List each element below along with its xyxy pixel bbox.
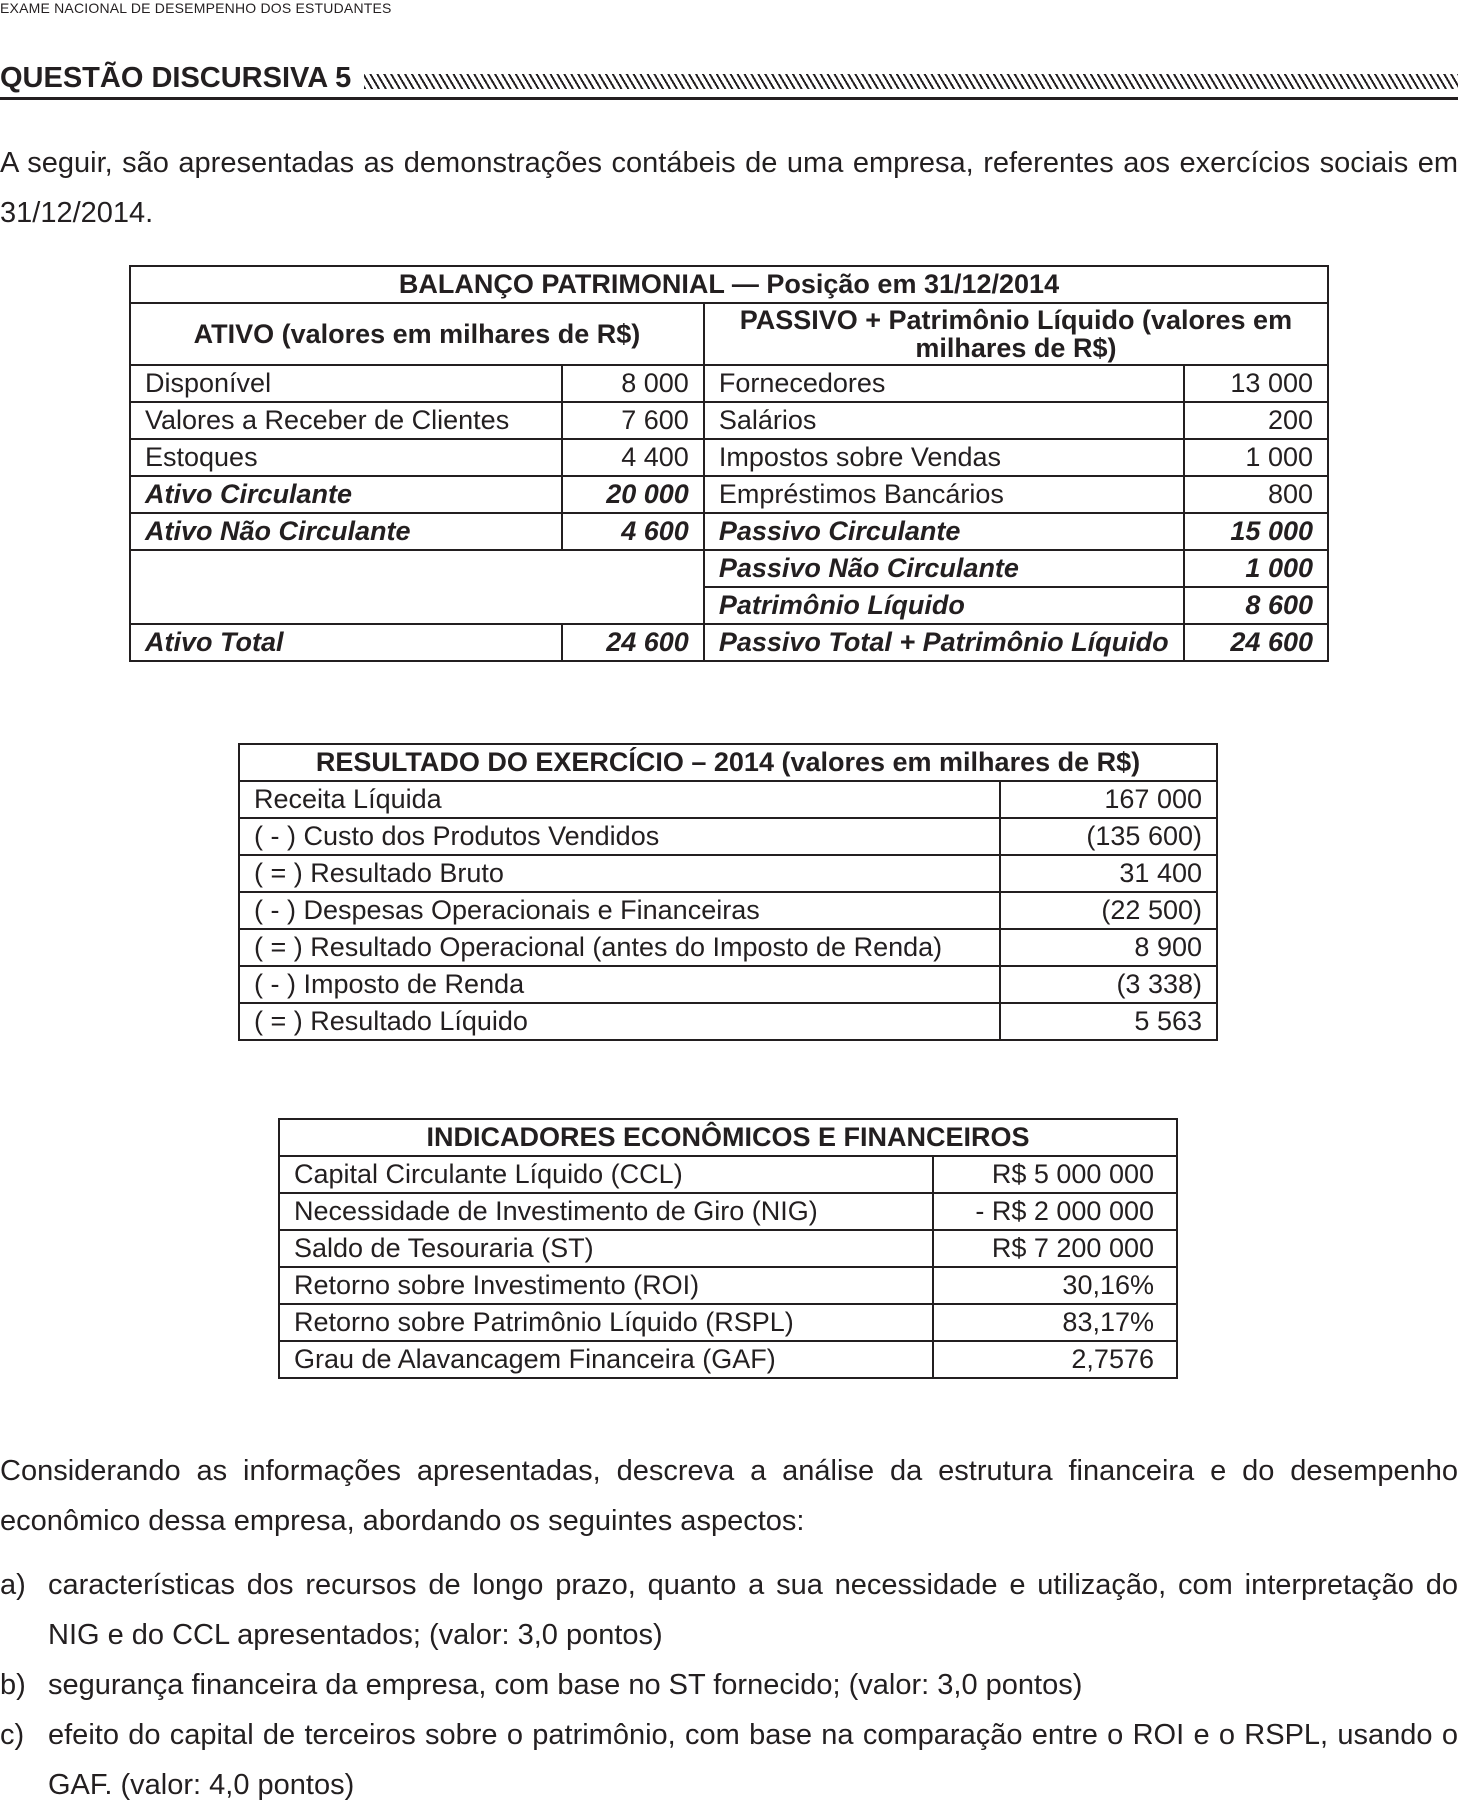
item-text: segurança financeira da empresa, com base no ST fornecido; (valor: 3,0 pontos)	[48, 1669, 1083, 1701]
list-item	[0, 1710, 1458, 1810]
passivo-label: Passivo Total + Patrimônio Líquido	[704, 624, 1184, 661]
item-text: efeito do capital de terceiros sobre o patrimônio, com base na comparação entre o ROI e o RSPL, usando o GAF. (valor: 4,0 pontos)	[48, 1719, 1458, 1801]
table-row	[130, 513, 1328, 550]
table-row	[239, 818, 1217, 855]
resultado-label: ( - ) Imposto de Renda	[239, 966, 1000, 1003]
table-row	[130, 624, 1328, 661]
ativo-label: Disponível	[130, 365, 562, 402]
table-row	[239, 929, 1217, 966]
resultado-label: ( = ) Resultado Operacional (antes do Imposto de Renda)	[239, 929, 1000, 966]
item-label: a)	[0, 1569, 26, 1601]
resultado-label: Receita Líquida	[239, 781, 1000, 818]
indicador-label: Retorno sobre Investimento (ROI)	[279, 1267, 933, 1304]
title-rule	[0, 97, 1458, 100]
question-title: QUESTÃO DISCURSIVA 5	[0, 62, 352, 94]
item-text: características dos recursos de longo prazo, quanto a sua necessidade e utilização, com interpretação do NIG e do CCL apresentados; (valor: 3,0 pontos)	[48, 1569, 1458, 1651]
ativo-header: ATIVO (valores em milhares de R$)	[130, 303, 704, 365]
indicador-label: Saldo de Tesouraria (ST)	[279, 1230, 933, 1267]
exam-header: EXAME NACIONAL DE DESEMPENHO DOS ESTUDANTES	[0, 0, 392, 16]
ativo-label: Ativo Total	[130, 624, 562, 661]
ativo-value: 4 600	[562, 513, 704, 550]
table-row	[279, 1230, 1177, 1267]
passivo-value: 24 600	[1184, 624, 1328, 661]
list-item	[0, 1660, 1458, 1710]
item-label: b)	[0, 1669, 26, 1701]
passivo-value: 13 000	[1184, 365, 1328, 402]
table-row	[279, 1193, 1177, 1230]
table-row	[279, 1267, 1177, 1304]
table-row	[239, 966, 1217, 1003]
ativo-label: Ativo Circulante	[130, 476, 562, 513]
resultado-value: 167 000	[1000, 781, 1217, 818]
question-title-bar	[0, 62, 1458, 102]
indicador-value: R$ 7 200 000	[933, 1230, 1177, 1267]
passivo-value: 200	[1184, 402, 1328, 439]
empty-cell	[130, 550, 704, 624]
passivo-label: Patrimônio Líquido	[704, 587, 1184, 624]
title-hatch-decoration	[364, 74, 1458, 89]
resultado-label: ( = ) Resultado Bruto	[239, 855, 1000, 892]
table-row	[239, 855, 1217, 892]
balanco-title: BALANÇO PATRIMONIAL — Posição em 31/12/2014	[130, 266, 1328, 303]
passivo-label: Passivo Não Circulante	[704, 550, 1184, 587]
passivo-value: 1 000	[1184, 550, 1328, 587]
table-row	[130, 365, 1328, 402]
resultado-value: (135 600)	[1000, 818, 1217, 855]
table-row	[239, 892, 1217, 929]
passivo-label: Fornecedores	[704, 365, 1184, 402]
resultado-label: ( - ) Despesas Operacionais e Financeiras	[239, 892, 1000, 929]
ativo-value: 8 000	[562, 365, 704, 402]
indicador-value: 83,17%	[933, 1304, 1177, 1341]
item-label: c)	[0, 1719, 25, 1751]
indicador-label: Capital Circulante Líquido (CCL)	[279, 1156, 933, 1193]
resultado-value: 31 400	[1000, 855, 1217, 892]
passivo-header: PASSIVO + Patrimônio Líquido (valores em milhares de R$)	[704, 303, 1328, 365]
ativo-value: 4 400	[562, 439, 704, 476]
intro-paragraph: A seguir, são apresentadas as demonstrações contábeis de uma empresa, referentes aos exercícios sociais em 31/12/2014.	[0, 147, 1458, 229]
passivo-value: 8 600	[1184, 587, 1328, 624]
passivo-label: Impostos sobre Vendas	[704, 439, 1184, 476]
ativo-value: 7 600	[562, 402, 704, 439]
table-row	[130, 402, 1328, 439]
prompt-paragraph: Considerando as informações apresentadas, descreva a análise da estrutura financeira e do desempenho econômico dessa empresa, abordando os seguintes aspectos:	[0, 1455, 1458, 1537]
indicador-value: R$ 5 000 000	[933, 1156, 1177, 1193]
ativo-label: Valores a Receber de Clientes	[130, 402, 562, 439]
indicador-value: 2,7576	[933, 1341, 1177, 1378]
ativo-value: 20 000	[562, 476, 704, 513]
passivo-label: Salários	[704, 402, 1184, 439]
ativo-label: Estoques	[130, 439, 562, 476]
indicador-label: Necessidade de Investimento de Giro (NIG)	[279, 1193, 933, 1230]
resultado-title: RESULTADO DO EXERCÍCIO – 2014 (valores em milhares de R$)	[239, 744, 1217, 781]
table-row	[279, 1304, 1177, 1341]
passivo-label: Empréstimos Bancários	[704, 476, 1184, 513]
resultado-value: (22 500)	[1000, 892, 1217, 929]
indicador-value: - R$ 2 000 000	[933, 1193, 1177, 1230]
resultado-label: ( = ) Resultado Líquido	[239, 1003, 1000, 1040]
table-row	[239, 1003, 1217, 1040]
table-row	[279, 1341, 1177, 1378]
passivo-value: 15 000	[1184, 513, 1328, 550]
indicadores-table	[278, 1118, 1178, 1379]
ativo-label: Ativo Não Circulante	[130, 513, 562, 550]
indicador-value: 30,16%	[933, 1267, 1177, 1304]
ativo-value: 24 600	[562, 624, 704, 661]
resultado-value: 5 563	[1000, 1003, 1217, 1040]
indicador-label: Retorno sobre Patrimônio Líquido (RSPL)	[279, 1304, 933, 1341]
table-row	[279, 1156, 1177, 1193]
passivo-value: 800	[1184, 476, 1328, 513]
passivo-label: Passivo Circulante	[704, 513, 1184, 550]
resultado-table	[238, 743, 1218, 1041]
list-item	[0, 1560, 1458, 1660]
resultado-label: ( - ) Custo dos Produtos Vendidos	[239, 818, 1000, 855]
table-row	[130, 476, 1328, 513]
resultado-value: (3 338)	[1000, 966, 1217, 1003]
passivo-value: 1 000	[1184, 439, 1328, 476]
indicador-label: Grau de Alavancagem Financeira (GAF)	[279, 1341, 933, 1378]
table-row	[130, 439, 1328, 476]
aspects-list	[0, 1560, 1458, 1810]
indicadores-title: INDICADORES ECONÔMICOS E FINANCEIROS	[279, 1119, 1177, 1156]
table-row	[239, 781, 1217, 818]
resultado-value: 8 900	[1000, 929, 1217, 966]
table-row	[130, 550, 1328, 587]
balanco-table	[129, 265, 1329, 662]
